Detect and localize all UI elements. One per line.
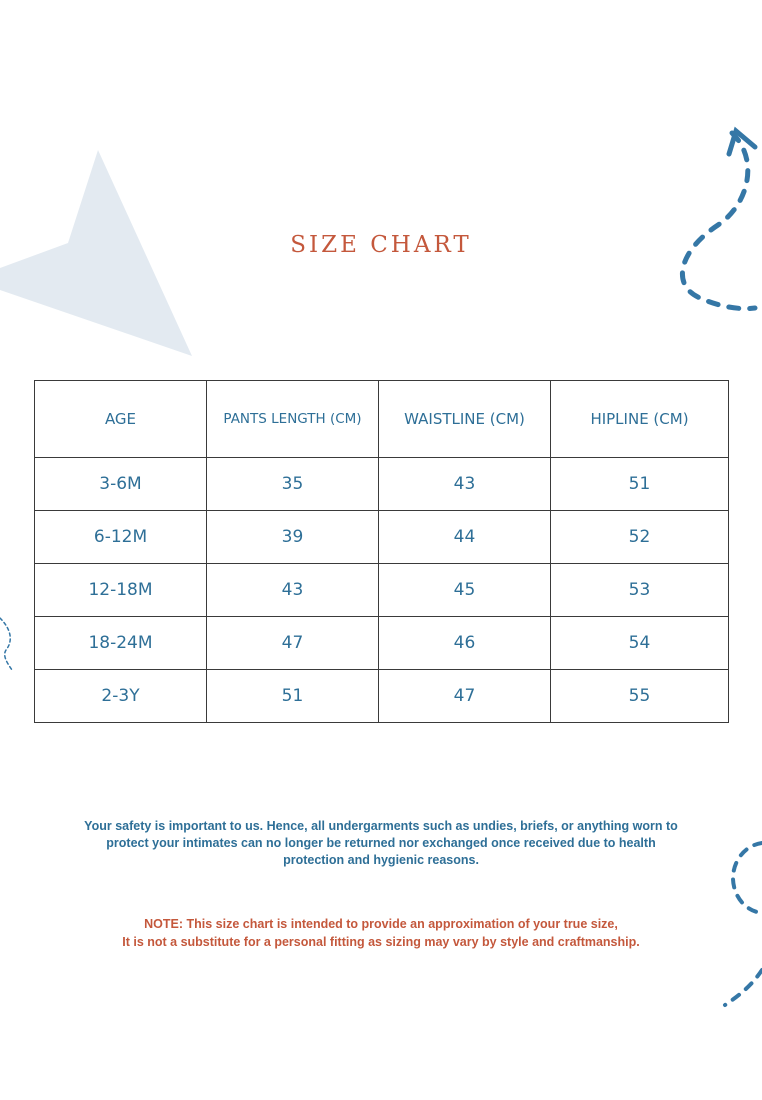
- column-header-pants-length: PANTS LENGTH (CM): [207, 381, 379, 458]
- cell-hipline: 53: [551, 564, 729, 617]
- cell-age: 6-12M: [35, 511, 207, 564]
- cell-pants-length: 47: [207, 617, 379, 670]
- dashed-curve-right: [725, 843, 762, 1005]
- cell-age: 2-3Y: [35, 670, 207, 723]
- cell-hipline: 54: [551, 617, 729, 670]
- table-row: [35, 564, 729, 617]
- cell-waistline: 46: [379, 617, 551, 670]
- size-note: [40, 915, 722, 951]
- cell-waistline: 43: [379, 458, 551, 511]
- cell-age: 3-6M: [35, 458, 207, 511]
- cell-pants-length: 35: [207, 458, 379, 511]
- table-row: [35, 670, 729, 723]
- note-line: NOTE: This size chart is intended to provide an approximation of your true size,: [144, 917, 618, 931]
- cell-hipline: 55: [551, 670, 729, 723]
- cell-waistline: 45: [379, 564, 551, 617]
- disclaimer-line: Your safety is important to us. Hence, all undergarments such as undies, briefs, or anything worn to: [84, 819, 678, 833]
- cell-hipline: 52: [551, 511, 729, 564]
- note-line: It is not a substitute for a personal fitting as sizing may vary by style and craftmanship.: [122, 935, 640, 949]
- dashed-arrow-top-right: [682, 131, 755, 309]
- column-header-hipline: HIPLINE (CM): [551, 381, 729, 458]
- cell-waistline: 47: [379, 670, 551, 723]
- disclaimer-line: protect your intimates can no longer be returned nor exchanged once received due to health: [106, 836, 656, 850]
- column-header-waistline: WAISTLINE (CM): [379, 381, 551, 458]
- cell-pants-length: 39: [207, 511, 379, 564]
- table-row: [35, 617, 729, 670]
- cell-age: 12-18M: [35, 564, 207, 617]
- cell-pants-length: 51: [207, 670, 379, 723]
- safety-disclaimer: [60, 818, 702, 869]
- cell-waistline: 44: [379, 511, 551, 564]
- small-dashed-squiggle-left: [0, 618, 12, 670]
- table-row: [35, 458, 729, 511]
- cell-pants-length: 43: [207, 564, 379, 617]
- page-title: SIZE CHART: [290, 232, 472, 258]
- table-row: [35, 511, 729, 564]
- column-header-age: AGE: [35, 381, 207, 458]
- disclaimer-line: protection and hygienic reasons.: [283, 853, 479, 867]
- cell-age: 18-24M: [35, 617, 207, 670]
- size-chart-table: [34, 380, 729, 723]
- table-header-row: [35, 381, 729, 458]
- cell-hipline: 51: [551, 458, 729, 511]
